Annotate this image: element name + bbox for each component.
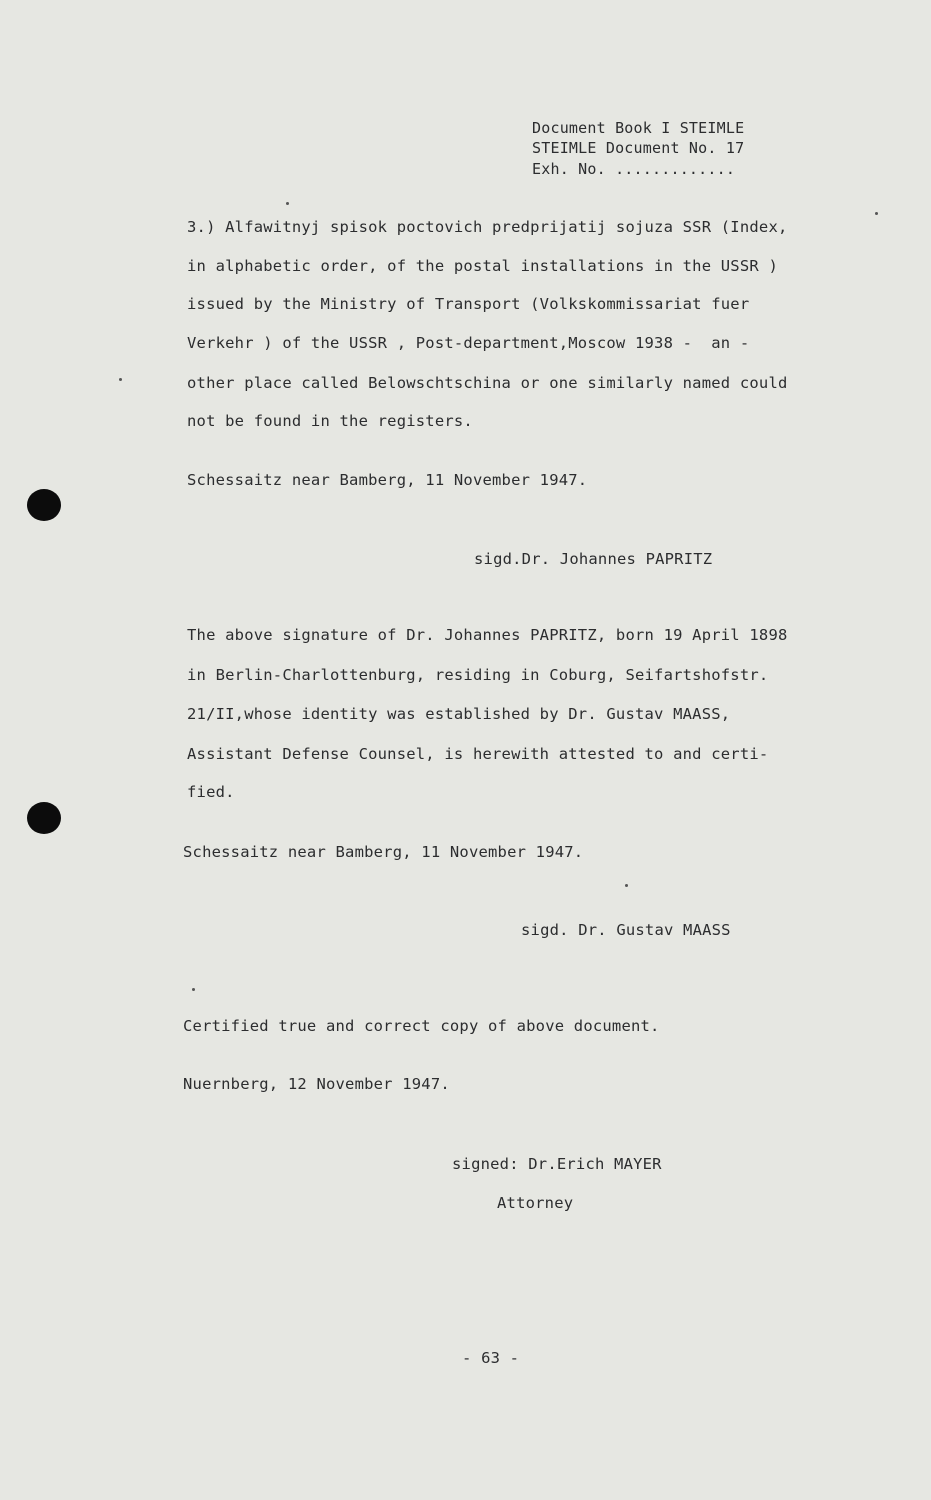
para2-line4: Assistant Defense Counsel, is herewith attested to and certi- — [187, 745, 769, 763]
header-document-number: STEIMLE Document No. 17 — [532, 139, 745, 157]
certification-statement: Certified true and correct copy of above document. — [183, 1017, 660, 1035]
para1-line1: 3.) Alfawitnyj spisok poctovich predprijatij sojuza SSR (Index, — [187, 218, 788, 236]
paper-speck — [875, 212, 878, 215]
punch-hole-bottom — [27, 802, 61, 834]
paper-speck — [192, 988, 195, 991]
place-date-3: Nuernberg, 12 November 1947. — [183, 1075, 450, 1093]
para1-line3: issued by the Ministry of Transport (Volkskommissariat fuer — [187, 295, 750, 313]
para2-line2: in Berlin-Charlottenburg, residing in Coburg, Seifartshofstr. — [187, 666, 769, 684]
signature-maass: sigd. Dr. Gustav MAASS — [521, 921, 731, 939]
para1-line4: Verkehr ) of the USSR , Post-department,Moscow 1938 - an - — [187, 334, 750, 352]
header-exhibit-number: Exh. No. ............. — [532, 160, 736, 178]
paper-speck — [286, 202, 289, 205]
para1-line5: other place called Belowschtschina or one similarly named could — [187, 374, 788, 392]
punch-hole-top — [27, 489, 61, 521]
signature-mayer: signed: Dr.Erich MAYER — [452, 1155, 662, 1173]
para1-line2: in alphabetic order, of the postal installations in the USSR ) — [187, 257, 778, 275]
signature-mayer-title: Attorney — [497, 1194, 574, 1212]
para2-line3: 21/II,whose identity was established by Dr. Gustav MAASS, — [187, 705, 731, 723]
page-number: - 63 - — [462, 1349, 520, 1367]
para2-line1: The above signature of Dr. Johannes PAPRITZ, born 19 April 1898 — [187, 626, 788, 644]
para2-line5: fied. — [187, 783, 235, 801]
place-date-1: Schessaitz near Bamberg, 11 November 1947. — [187, 471, 588, 489]
signature-papritz: sigd.Dr. Johannes PAPRITZ — [474, 550, 713, 568]
paper-speck — [625, 884, 628, 887]
paper-speck — [119, 378, 122, 381]
para1-line6: not be found in the registers. — [187, 412, 473, 430]
header-document-book: Document Book I STEIMLE — [532, 119, 745, 137]
place-date-2: Schessaitz near Bamberg, 11 November 1947. — [183, 843, 584, 861]
